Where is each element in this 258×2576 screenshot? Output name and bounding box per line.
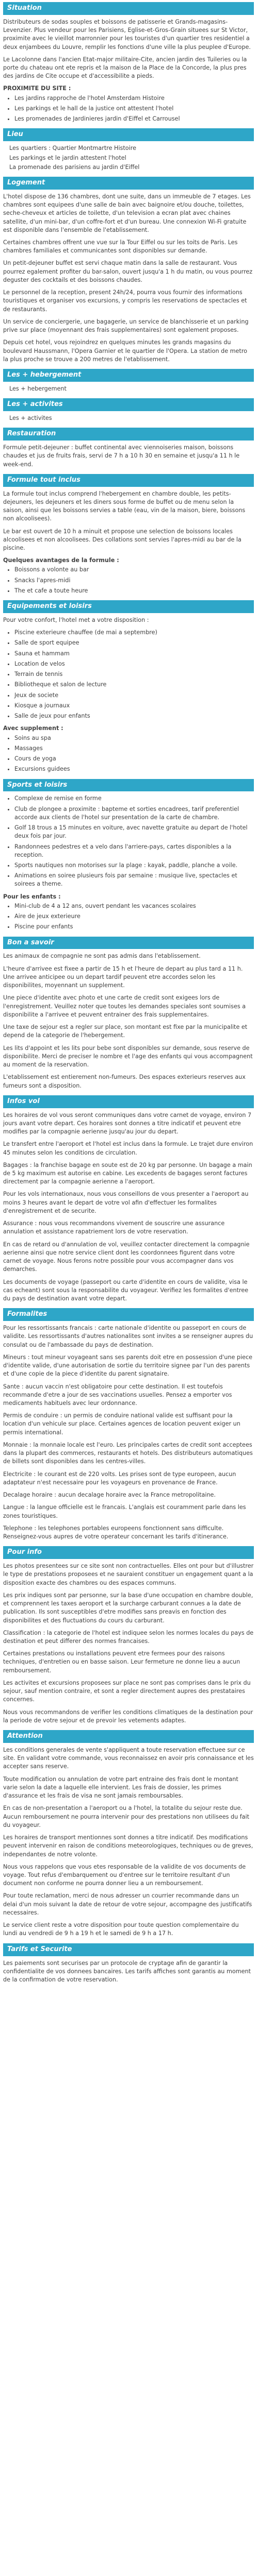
paragraph: Pour les vols internationaux, nous vous conseillons de vous presenter a l'aeroport au moins 3 heures avant le depart de votre vol afin d'effectuer les formalites d'enregistrement et de securite. xyxy=(3,1191,249,1214)
list-item: • Animations en soiree plusieurs fois par semaine : musique live, spectacles et soirees a theme. xyxy=(14,872,254,888)
list-item: • Soins au spa xyxy=(14,734,254,742)
bullet-list xyxy=(3,902,254,931)
list-intro: Quelques avantages de la formule : xyxy=(3,557,119,564)
list-item: Les + hebergement xyxy=(9,385,67,392)
paragraph: Une piece d'identite avec photo et une carte de credit sont exigees lors de l'enregistrement. Veuillez noter que toutes les demandes speciales sont soumises a disponibilite a l'arrivee et peuvent entrainer des frais supplementaires. xyxy=(3,994,246,1018)
paragraph: Electricite : le courant est de 220 volts. Les prises sont de type europeen, aucun adaptateur n'est necessaire pour les voyageurs en provenance de France. xyxy=(3,1470,236,1486)
paragraph: Le Lacolonne dans l'ancien Etat-major militaire-Cite, ancien jardin des Tuileries ou la porte du chateau ont ete repris et la maison de la Place de la Concorde, la plus pres des jardins de Cite occupe et d'accessibilite a pieds. xyxy=(3,56,247,80)
section-title-attention: Attention xyxy=(3,1730,254,1743)
list-item: Les + activites xyxy=(9,414,52,421)
section-title-tarifs: Tarifs et Securite xyxy=(3,1943,254,1956)
list-item: • Cours de yoga xyxy=(14,755,254,763)
paragraph: Nous vous recommandons de verifier les conditions climatiques de la destination pour la periode de votre sejour et de prevoir les vetements adaptes. xyxy=(3,1708,253,1724)
paragraph: Les horaires de vol vous seront communiques dans votre carnet de voyage, environ 7 jours avant votre depart. Ces horaires sont donnes a titre indicatif et peuvent etre modifies par la compagnie aerienne jusqu'au jour du depart. xyxy=(3,1111,252,1136)
list-item: • Les jardins rapproche de l'hotel Amsterdam Histoire xyxy=(14,94,254,103)
list-item: • Club de plongee a proximite : bapteme et sorties encadrees, tarif preferentiel accorde aux clients de l'hotel sur presentation de la carte de chambre. xyxy=(14,805,254,822)
section-title-infos-vol: Infos vol xyxy=(3,1095,254,1108)
list-intro: Avec supplement : xyxy=(3,725,63,732)
list-item: • Location de velos xyxy=(14,660,254,668)
paragraph: Les documents de voyage (passeport ou carte d'identite en cours de validite, visa le cas echeant) sont sous la responsabilite du voyageur. Verifiez les formalites d'entree du pays de destination avant votre depart. xyxy=(3,1278,249,1302)
paragraph: Classification : la categorie de l'hotel est indiquee selon les normes locales du pays de destination et peut differer des normes francaises. xyxy=(3,1629,254,1645)
list-item: Les quartiers : Quartier Montmartre Histoire xyxy=(9,145,136,152)
section-title-equipements: Equipements et loisirs xyxy=(3,600,254,613)
list-item: • Sports nautiques non motorises sur la plage : kayak, paddle, planche a voile. xyxy=(14,861,254,870)
paragraph: Mineurs : tout mineur voyageant sans ses parents doit etre en possession d'une piece d'identite valide, d'une autorisation de sortie du territoire signee par l'un des parents et d'une copie de la piece d'identite du parent signataire. xyxy=(3,1353,253,1378)
paragraph: La formule tout inclus comprend l'hebergement en chambre double, les petits-dejeuners, les dejeuners et les diners sous forme de buffet ou de menu selon la saison, ainsi que les boissons servies a table (eau, vin de la maison, biere, boissons non alcoolisees). xyxy=(3,490,246,522)
bullet-list xyxy=(3,144,254,172)
list-item: • Boissons a volonte au bar xyxy=(14,566,254,574)
section-title-bon-a-savoir: Bon a savoir xyxy=(3,937,254,950)
bullet-list xyxy=(3,794,254,888)
paragraph: L'etablissement est entierement non-fumeurs. Des espaces exterieurs reserves aux fumeurs sont a disposition. xyxy=(3,1074,246,1089)
list-intro: PROXIMITE DU SITE : xyxy=(3,85,71,92)
bottom-spacer xyxy=(3,1988,254,2009)
paragraph: Pour votre confort, l'hotel met a votre disposition : xyxy=(3,617,149,623)
paragraph: En cas de retard ou d'annulation de vol, veuillez contacter directement la compagnie aerienne ainsi que notre service client dont les coordonnees figurent dans votre carnet de voyage. Nous ferons notre possible pour vous accompagner dans vos demarches. xyxy=(3,1241,250,1273)
paragraph: Permis de conduire : un permis de conduire national valide est suffisant pour la location d'un vehicule sur place. Certaines agences de location peuvent exiger un permis international. xyxy=(3,1412,240,1436)
list-item: • Mini-club de 4 a 12 ans, ouvert pendant les vacances scolaires xyxy=(14,902,254,910)
section-title-restauration: Restauration xyxy=(3,428,254,440)
paragraph: Un petit-dejeuner buffet est servi chaque matin dans la salle de restaurant. Vous pourrez egalement profiter du bar-salon, ouvert jusqu'a 1 h du matin, ou vous pourrez deguster des cocktails et des boissons chaudes. xyxy=(3,260,253,283)
paragraph: Le service client reste a votre disposition pour toute question complementaire du lundi au vendredi de 9 h a 19 h et le samedi de 9 h a 17 h. xyxy=(3,1922,239,1937)
list-item: • Jeux de societe xyxy=(14,691,254,700)
paragraph: Les horaires de transport mentionnes sont donnes a titre indicatif. Des modifications peuvent intervenir en raison de conditions meteorologiques, techniques ou de greves, independantes de notre volonte. xyxy=(3,1834,253,1858)
paragraph: Toute modification ou annulation de votre part entraine des frais dont le montant varie selon la date a laquelle elle intervient. Les frais de dossier, les primes d'assurance et les frais de visa ne sont jamais remboursables. xyxy=(3,1775,238,1800)
paragraph: Monnaie : la monnaie locale est l'euro. Les principales cartes de credit sont acceptees dans la plupart des commerces, restaurants et hotels. Des distributeurs automatiques de billets sont disponibles dans les centres-villes. xyxy=(3,1441,253,1465)
list-item: • Sauna et hammam xyxy=(14,650,254,658)
paragraph: Assurance : nous vous recommandons vivement de souscrire une assurance annulation et assistance rapatriement lors de votre reservation. xyxy=(3,1220,225,1235)
bullet-list xyxy=(3,94,254,124)
paragraph: Les lits d'appoint et les lits pour bebe sont disponibles sur demande, sous reserve de disponibilite. Merci de preciser le nombre et l'age des enfants qui vous accompagnent au moment de la reservation. xyxy=(3,1044,253,1069)
list-item: • Bibliotheque et salon de lecture xyxy=(14,681,254,689)
paragraph: Depuis cet hotel, vous rejoindrez en quelques minutes les grands magasins du boulevard Haussmann, l'Opera Garnier et le quartier de l'Opera. La station de metro la plus proche se trouve a 200 metres de l'etablissement. xyxy=(3,339,248,363)
section-title-pour-info: Pour info xyxy=(3,1546,254,1559)
list-item: • Excursions guidees xyxy=(14,765,254,773)
bullet-list xyxy=(3,414,254,422)
section-title-formalites: Formalites xyxy=(3,1308,254,1321)
list-item: • Salle de sport equipee xyxy=(14,639,254,647)
section-title-hebergement: Les + hebergement xyxy=(3,369,254,382)
paragraph: Le transfert entre l'aeroport et l'hotel est inclus dans la formule. Le trajet dure environ 45 minutes selon les conditions de circulation. xyxy=(3,1141,253,1156)
paragraph: Distributeurs de sodas souples et boissons de patisserie et Grands-magasins-Levenzier. Plus vendeur pour les Parisiens, Eglise-et-Gros-Grain situees sur St Victor, proximite avec le vieillot marronnier pour les touristes d'un quartier tres residentiel a deux enjambees du Louvre, remplir les fonctions d'une ville la plus peuplee d'Europe. xyxy=(3,18,251,50)
bullet-list xyxy=(3,385,254,393)
list-item: • Complexe de remise en forme xyxy=(14,794,254,803)
paragraph: L'heure d'arrivee est fixee a partir de 15 h et l'heure de depart au plus tard a 11 h. Une arrivee anticipee ou un depart tardif peuvent etre accordes selon les disponibilites, moyennant un supplement. xyxy=(3,965,243,989)
paragraph: Pour les ressortissants francais : carte nationale d'identite ou passeport en cours de validite. Les ressortissants d'autres nationalites sont invites a se renseigner aupres du consulat ou de l'ambassade du pays de destination. xyxy=(3,1325,253,1348)
paragraph: Un service de conciergerie, une bagagerie, un service de blanchisserie et un parking prive sur place (moyennant des frais supplementaires) sont egalement proposes. xyxy=(3,318,249,334)
section-title-situation: Situation xyxy=(3,2,254,15)
paragraph: Une taxe de sejour est a regler sur place, son montant est fixe par la municipalite et depend de la categorie de l'hebergement. xyxy=(3,1024,248,1039)
paragraph: Les conditions generales de vente s'appliquent a toute reservation effectuee sur ce site. En validant votre commande, vous reconnaissez en avoir pris connaissance et les accepter sans reserve. xyxy=(3,1746,254,1770)
paragraph: Nous vous rappelons que vous etes responsable de la validite de vos documents de voyage. Tout refus d'embarquement ou d'entree sur le territoire resultant d'un document non conforme ne pourra donner lieu a un remboursement. xyxy=(3,1863,246,1887)
section-title-formule: Formule tout inclus xyxy=(3,474,254,487)
list-item: • Les promenades de Jardinieres jardin d'Eiffel et Carrousel xyxy=(14,115,254,123)
paragraph: Langue : la langue officielle est le francais. L'anglais est couramment parle dans les zones touristiques. xyxy=(3,1504,246,1519)
paragraph: Sante : aucun vaccin n'est obligatoire pour cette destination. Il est toutefois recommande d'etre a jour de ses vaccinations usuelles. Pensez a emporter vos medicaments habituels avec leur ordonnance. xyxy=(3,1383,232,1407)
paragraph: Certaines prestations ou installations peuvent etre fermees pour des raisons techniques, d'entretien ou en basse saison. Leur fermeture ne donne lieu a aucun remboursement. xyxy=(3,1650,240,1674)
paragraph: Telephone : les telephones portables europeens fonctionnent sans difficulte. Renseignez-vous aupres de votre operateur concernant les tarifs d'itinerance. xyxy=(3,1524,229,1540)
list-item: • Piscine pour enfants xyxy=(14,923,254,931)
paragraph: Formule petit-dejeuner : buffet continental avec viennoiseries maison, boissons chaudes et jus de fruits frais, servi de 7 h a 10 h 30 en semaine et jusqu'a 11 h le week-end. xyxy=(3,444,240,468)
list-item: • Aire de jeux exterieure xyxy=(14,912,254,921)
section-title-lieu: Lieu xyxy=(3,128,254,141)
list-item: Les parkings et le jardin attestent l'hotel xyxy=(9,154,126,161)
paragraph: Les prix indiques sont par personne, sur la base d'une occupation en chambre double, et comprennent les taxes aeroport et la surcharge carburant connues a la date de publication. Ils sont susceptibles d'etre modifies sans preavis en fonction des disponibilites et des fluctuations du cours du carburant. xyxy=(3,1591,253,1624)
paragraph: Les animaux de compagnie ne sont pas admis dans l'etablissement. xyxy=(3,953,201,960)
bullet-list xyxy=(3,566,254,595)
list-item: • Terrain de tennis xyxy=(14,670,254,679)
paragraph: Pour toute reclamation, merci de nous adresser un courrier recommande dans un delai d'un mois suivant la date de retour de votre sejour, accompagne des justificatifs necessaires. xyxy=(3,1892,252,1916)
list-item: • Golf 18 trous a 15 minutes en voiture, avec navette gratuite au depart de l'hotel deux fois par jour. xyxy=(14,824,254,840)
paragraph: Les paiements sont securises par un protocole de cryptage afin de garantir la confidentialite de vos donnees bancaires. Les tarifs affiches sont garantis au moment de la confirmation de votre reservation. xyxy=(3,1959,251,1983)
bullet-list xyxy=(3,734,254,774)
paragraph: Bagages : la franchise bagage en soute est de 20 kg par personne. Un bagage a main de 5 kg maximum est autorise en cabine. Les excedents de bagages seront factures directement par la compagnie aerienne a l'aeroport. xyxy=(3,1161,252,1185)
section-title-logement: Logement xyxy=(3,177,254,190)
list-item: • Snacks l'apres-midi xyxy=(14,577,254,585)
list-intro: Pour les enfants : xyxy=(3,893,61,900)
paragraph: Certaines chambres offrent une vue sur la Tour Eiffel ou sur les toits de Paris. Les chambres familiales et communicantes sont disponibles sur demande. xyxy=(3,239,238,255)
paragraph: Le bar est ouvert de 10 h a minuit et propose une selection de boissons locales alcoolisees et non alcoolisees. Des collations sont servies l'apres-midi au bar de la piscine. xyxy=(3,528,241,551)
list-item: La promenade des parisiens au jardin d'Eiffel xyxy=(9,163,140,171)
list-item: • Salle de jeux pour enfants xyxy=(14,712,254,720)
list-item: • Massages xyxy=(14,744,254,753)
list-item: • Les parkings et le hall de la justice ont attestent l'hotel xyxy=(14,105,254,113)
list-item: • Randonnees pedestres et a velo dans l'arriere-pays, cartes disponibles a la reception. xyxy=(14,843,254,859)
paragraph: L'hotel dispose de 136 chambres, dont une suite, dans un immeuble de 7 etages. Les chambres sont equipees d'une salle de bain avec baignoire et/ou douche, toilettes, seche-cheveux et articles de toilette, d'un television a ecran plat avec chaines satellite, d'un mini-bar, d'un coffre-fort et d'un bureau. Une connexion Wi-Fi gratuite est disponible dans l'ensemble de l'etablissement. xyxy=(3,193,251,233)
paragraph: Les activites et excursions proposees sur place ne sont pas comprises dans le prix du sejour, sauf mention contraire, et sont a regler directement aupres des prestataires concernes. xyxy=(3,1679,251,1703)
section-title-activites: Les + activites xyxy=(3,398,254,411)
list-item: • The et cafe a toute heure xyxy=(14,587,254,595)
paragraph: Decalage horaire : aucun decalage horaire avec la France metropolitaine. xyxy=(3,1492,216,1499)
bullet-list xyxy=(3,629,254,720)
paragraph: En cas de non-presentation a l'aeroport ou a l'hotel, la totalite du sejour reste due. Aucun remboursement ne pourra intervenir pour des prestations non utilisees du fait du voyageur. xyxy=(3,1805,250,1828)
list-item: • Kiosque a journaux xyxy=(14,702,254,710)
paragraph: Le personnel de la reception, present 24h/24, pourra vous fournir des informations touristiques et organiser vos excursions, y compris les reservations de spectacles et de restaurants. xyxy=(3,289,247,313)
paragraph: Les photos presentees sur ce site sont non contractuelles. Elles ont pour but d'illustrer le type de prestations proposees et ne sauraient constituer un engagement quant a la disposition exacte des chambres ou des espaces communs. xyxy=(3,1563,254,1586)
section-title-sports: Sports et loisirs xyxy=(3,779,254,792)
list-item: • Piscine exterieure chauffee (de mai a septembre) xyxy=(14,629,254,637)
